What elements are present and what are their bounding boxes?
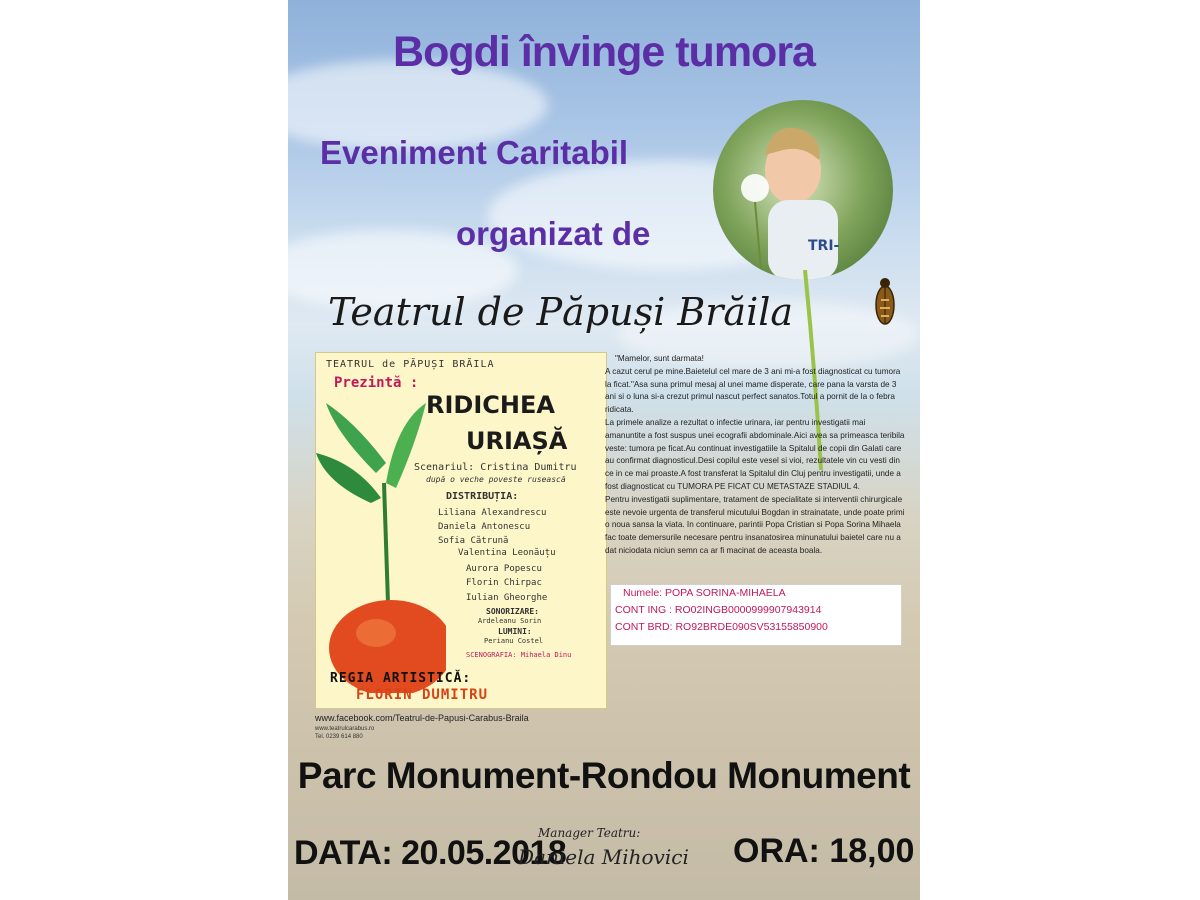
- play-source: după o veche poveste rusească: [426, 475, 566, 484]
- story-text: [605, 353, 905, 558]
- cast-member: Daniela Antonescu: [438, 522, 531, 532]
- story-paragraph: La primele analize a rezultat o infectie urinara, iar pentru investigatii mai amanuntite a fost suspus unei ecografii abdominale.Aici avea sa primeasca teribila veste: tumora pe ficat.Au continuat investigatiile la Spitalul de copii din Galati care au confirmat diagnosticul.Desi copilul este vesel si vioi, rezultatele vin cu vesti din ce in ce mai proaste.A fost transferat la Spitalul din Cluj pentru investigatii, unde a fost diagnosticat cu TUMORA PE FICAT CU METASTAZE STADIUL 4.: [605, 417, 905, 491]
- poster-subtitle-organized: organizat de: [456, 215, 651, 252]
- cast-member: Valentina Leonăuțu: [458, 548, 556, 558]
- event-location: Parc Monument-Rondou Monument: [297, 755, 911, 796]
- sound-heading: SONORIZARE:: [486, 607, 539, 616]
- story-paragraph: Pentru investigatii suplimentare, tratament de specialitate si interventii chirurgicale este nevoie urgenta de transferul micutului Bogdan in strainatate, unde poate primi o noua sansa la viata. In continuare, parintii Popa Cristian si Popa Sorina Mihaela fac toate demersurile necesare pentru insanatosirea minunatului baietel care nu a dat niciodata niciun semn ca ar fi macinat de aceasta boala.: [605, 494, 905, 555]
- director-name: FLORIN DUMITRU: [356, 687, 489, 703]
- child-photo-illustration: [713, 100, 893, 280]
- event-date: DATA: 20.05.2018: [294, 834, 567, 872]
- story-paragraph: "Mamelor, sunt darmata!: [615, 354, 704, 363]
- cast-member: Sofia Cătrună: [438, 536, 509, 546]
- facebook-link[interactable]: www.facebook.com/Teatrul-de-Papusi-Carabus-Braila: [315, 713, 529, 723]
- cast-member: Florin Chirpac: [466, 578, 542, 588]
- cast-heading: DISTRIBUȚIA:: [446, 491, 519, 502]
- organizer-name: Teatrul de Păpuși Brăila: [328, 290, 794, 334]
- bank-account-ing: CONT ING : RO02INGB0000999907943914: [615, 604, 822, 616]
- direction-heading: REGIA ARTISTICĂ:: [330, 671, 472, 686]
- beetle-icon: [874, 272, 896, 330]
- poster-subtitle-charity: Eveniment Caritabil: [320, 134, 629, 171]
- lights-name: Perianu Costel: [484, 637, 544, 645]
- play-poster-presents: Prezintă :: [334, 375, 419, 391]
- radish-illustration: [316, 393, 446, 693]
- play-poster: [315, 352, 607, 709]
- lights-heading: LUMINI:: [498, 627, 532, 636]
- event-time: ORA: 18,00: [733, 832, 915, 870]
- cast-member: Aurora Popescu: [466, 564, 542, 574]
- play-poster-header: TEATRUL de PĂPUȘI BRĂILA: [326, 359, 495, 370]
- story-paragraph: A cazut cerul pe mine.Baietelul cel mare de 3 ani mi-a fost diagnosticat cu tumora la ficat."Asa suna primul mesaj al unei mame disperate, care pana la varsta de 3 ani si o luna si-a crezut primul nascut perfect sanatos.Totul a pornit de la o febra ridicata.: [605, 366, 901, 415]
- cast-member: Iulian Gheorghe: [466, 593, 548, 603]
- phone-number: Tel. 0239 614 880: [315, 734, 363, 740]
- manager-label: Manager Teatru:: [538, 826, 641, 840]
- play-writer: Scenariul: Cristina Dumitru: [414, 462, 577, 473]
- sound-name: Ardeleanu Sorin: [478, 617, 542, 625]
- website-link[interactable]: www.teatrulcarabus.ro: [315, 726, 375, 732]
- bank-account-name: Numele: POPA SORINA-MIHAELA: [623, 587, 786, 599]
- manager-name: Daniela Mihovici: [518, 845, 689, 869]
- bank-account-brd: CONT BRD: RO92BRDE090SV53155850900: [615, 621, 828, 633]
- child-photo: [713, 100, 893, 280]
- bank-details: [610, 584, 902, 646]
- event-poster: [288, 0, 920, 900]
- play-title-line2: URIAȘĂ: [466, 427, 568, 455]
- play-title-line1: RIDICHEA: [426, 391, 555, 419]
- svg-text:TRI-: TRI-: [808, 238, 840, 254]
- scenography: SCENOGRAFIA: Mihaela Dinu: [466, 651, 572, 659]
- cast-member: Liliana Alexandrescu: [438, 508, 547, 518]
- poster-title: Bogdi învinge tumora: [393, 28, 815, 76]
